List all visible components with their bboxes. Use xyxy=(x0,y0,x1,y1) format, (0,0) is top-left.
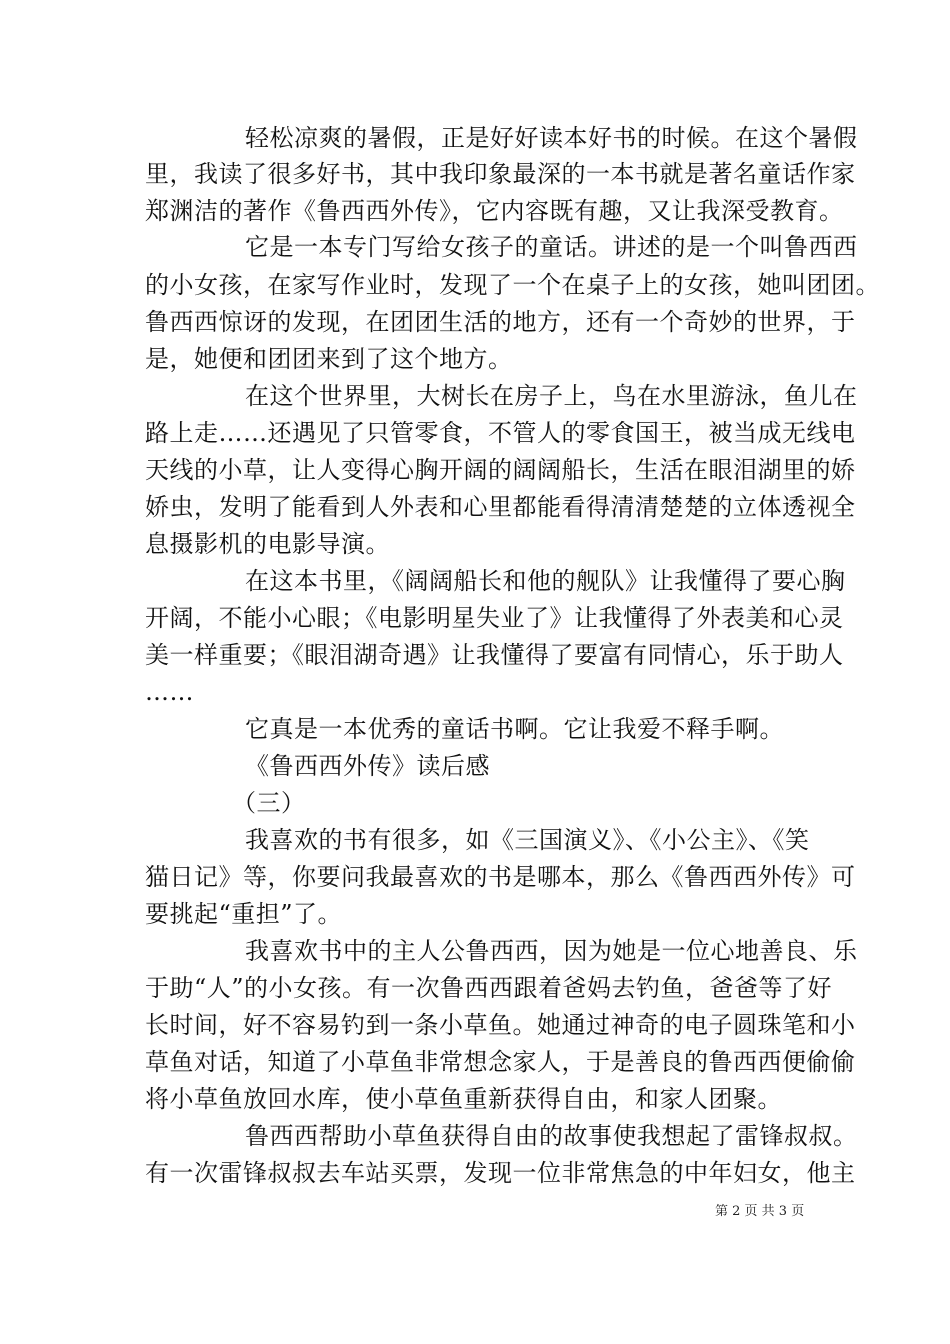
text-line-21: 猫日记》等，你要问我最喜欢的书是哪本，那么《鲁西西外传》可 xyxy=(145,863,856,891)
text-line-4: 它是一本专门写给女孩子的童话。讲述的是一个叫鲁西西 xyxy=(245,233,858,261)
text-line-15: 美一样重要；《眼泪湖奇遇》让我懂得了要富有同情心，乐于助人 xyxy=(145,641,844,669)
text-line-28: 鲁西西帮助小草鱼获得自由的故事使我想起了雷锋叔叔。 xyxy=(245,1122,858,1150)
text-line-7: 是，她便和团团来到了这个地方。 xyxy=(145,345,513,373)
text-line-23: 我喜欢书中的主人公鲁西西，因为她是一位心地善良、乐 xyxy=(245,937,858,965)
text-line-10: 天线的小草，让人变得心胸开阔的阔阔船长，生活在眼泪湖里的娇 xyxy=(145,456,856,484)
text-line-27: 将小草鱼放回水库，使小草鱼重新获得自由，和家人团聚。 xyxy=(145,1085,782,1113)
text-line-9: 路上走……还遇见了只管零食，不管人的零食国王，被当成无线电 xyxy=(145,419,856,447)
text-line-14: 开阔，不能小心眼；《电影明星失业了》让我懂得了外表美和心灵 xyxy=(145,604,844,632)
section-title: 《鲁西西外传》读后感 xyxy=(245,752,490,780)
text-line-29: 有一次雷锋叔叔去车站买票，发现一位非常焦急的中年妇女，他主 xyxy=(145,1159,856,1187)
text-line-1: 轻松凉爽的暑假，正是好好读本好书的时候。在这个暑假 xyxy=(245,124,858,152)
text-line-3: 郑渊洁的著作《鲁西西外传》，它内容既有趣，又让我深受教育。 xyxy=(145,197,844,225)
text-line-12: 息摄影机的电影导演。 xyxy=(145,530,390,558)
text-line-22: 要挑起“重担”了。 xyxy=(145,900,343,928)
text-line-13: 在这本书里，《阔阔船长和他的舰队》让我懂得了要心胸 xyxy=(245,567,846,595)
text-line-24: 于助“人”的小女孩。有一次鲁西西跟着爸妈去钓鱼，爸爸等了好 xyxy=(145,974,833,1002)
text-line-25: 长时间，好不容易钓到一条小草鱼。她通过神奇的电子圆珠笔和小 xyxy=(145,1011,856,1039)
text-line-5: 的小女孩，在家写作业时，发现了一个在桌子上的女孩，她叫团团。 xyxy=(145,271,880,299)
section-number: （三） xyxy=(232,789,306,817)
text-line-16: …… xyxy=(145,678,194,706)
text-line-17: 它真是一本优秀的童话书啊。它让我爱不释手啊。 xyxy=(245,715,784,743)
text-line-26: 草鱼对话，知道了小草鱼非常想念家人，于是善良的鲁西西便偷偷 xyxy=(145,1048,856,1076)
text-line-8: 在这个世界里，大树长在房子上，鸟在水里游泳，鱼儿在 xyxy=(245,382,858,410)
page-footer: 第 2 页 共 3 页 xyxy=(715,1204,805,1219)
text-line-2: 里，我读了很多好书，其中我印象最深的一本书就是著名童话作家 xyxy=(145,160,856,188)
text-line-6: 鲁西西惊讶的发现，在团团生活的地方，还有一个奇妙的世界，于 xyxy=(145,308,856,336)
text-line-11: 娇虫，发明了能看到人外表和心里都能看得清清楚楚的立体透视全 xyxy=(145,493,856,521)
text-line-20: 我喜欢的书有很多，如《三国演义》、《小公主》、《笑 xyxy=(245,826,810,854)
